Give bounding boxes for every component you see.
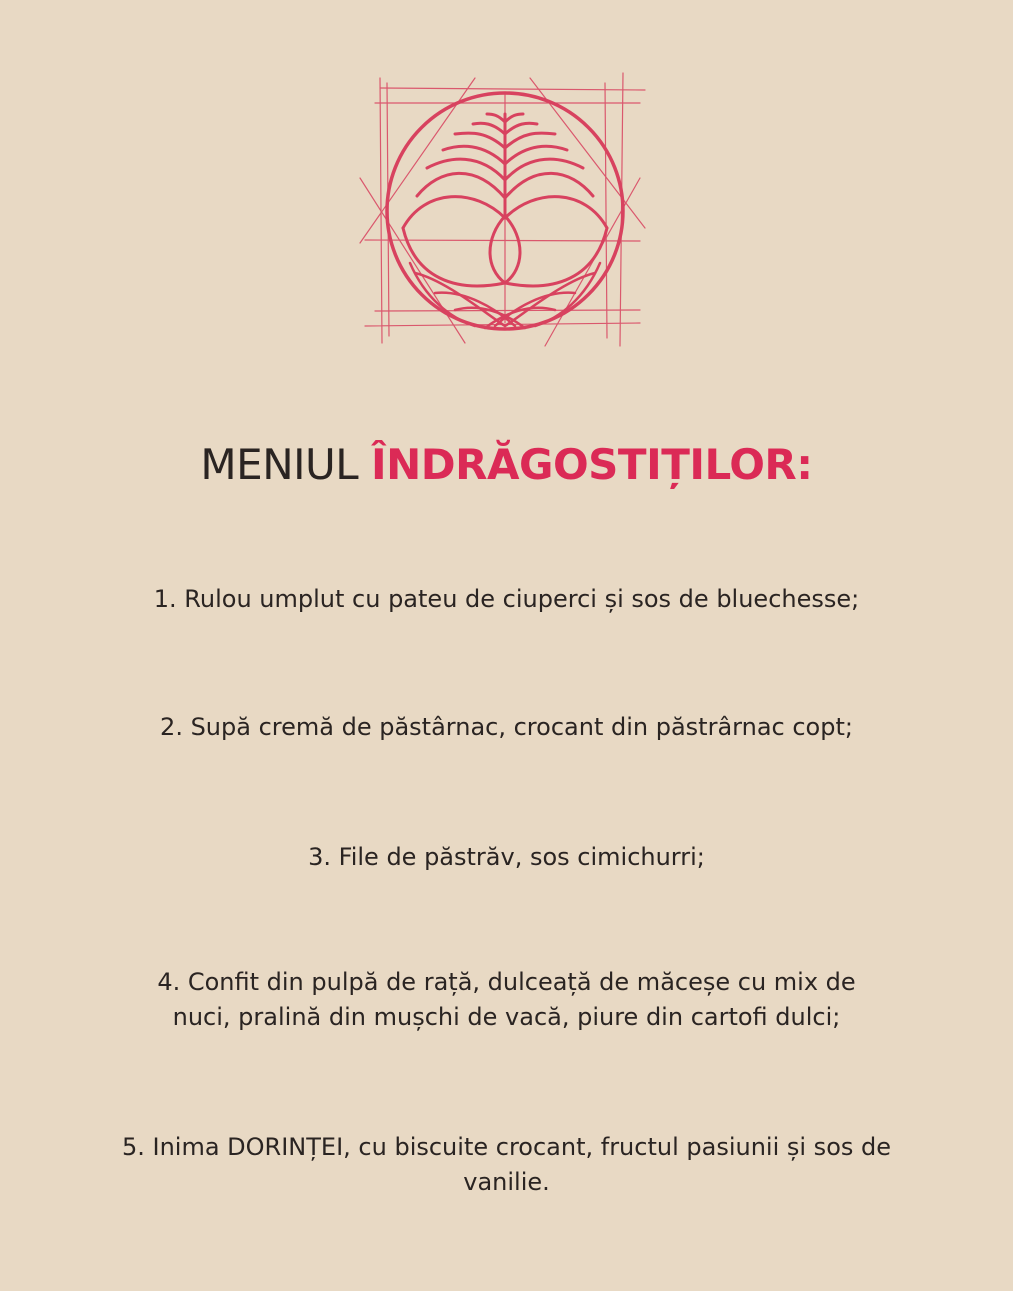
title-accent: ÎNDRĂGOSTIȚILOR: [371, 440, 813, 489]
menu-item-text: 3. File de păstrăv, sos cimichurri; [308, 843, 705, 871]
menu-item-text: 5. Inima DORINȚEI, cu biscuite crocant, fructul pasiunii și sos de [121, 1133, 892, 1161]
menu-item-1 [40, 582, 973, 617]
menu-item-3 [40, 840, 973, 875]
page-title [0, 437, 1013, 493]
menu-item-text: 4. Confit din pulpă de rață, dulceață de măceșe cu mix de [157, 968, 856, 996]
menu-item-2 [40, 710, 973, 745]
menu-item-text: 2. Supă cremă de păstârnac, crocant din păstrârnac copt; [160, 713, 853, 741]
title-light: MENIUL [200, 440, 371, 489]
tree-of-love-sketch-logo-icon [355, 68, 655, 358]
tree-logo [355, 68, 655, 358]
menu-item-5 [40, 1130, 973, 1200]
menu-item-text: vanilie. [463, 1168, 550, 1196]
menu-item-text: 1. Rulou umplut cu pateu de ciuperci și sos de bluechesse; [153, 585, 860, 613]
menu-item-text: nuci, pralină din mușchi de vacă, piure din cartofi dulci; [172, 1003, 841, 1031]
menu-item-4 [40, 965, 973, 1035]
